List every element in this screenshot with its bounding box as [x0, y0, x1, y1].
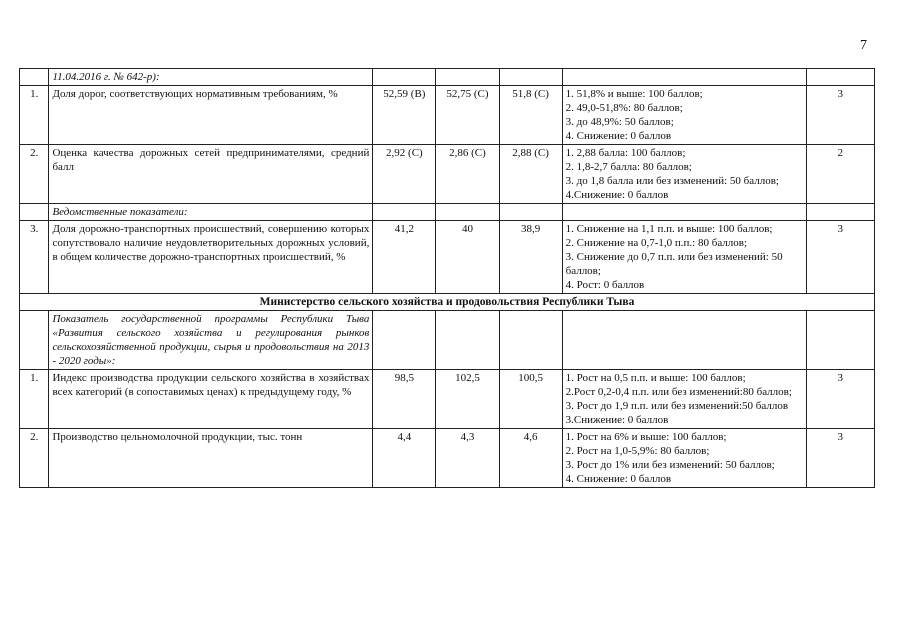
criteria-line: 3. Снижение до 0,7 п.п. или без изменений: 50 баллов;: [565, 251, 783, 277]
indicator-name: Индекс производства продукции сельского хозяйства в хозяйствах всех категорий (в сопоставимых ценах) к предыдущему году, %: [49, 370, 373, 429]
score-cell: [806, 69, 874, 86]
value-2017: 100,5: [499, 370, 562, 429]
score-value: 3: [806, 370, 874, 429]
criteria-line: 1. 51,8% и выше: 100 баллов;: [565, 88, 703, 100]
criteria-line: 1. Рост на 6% и выше: 100 баллов;: [565, 431, 727, 443]
indicator-name: Оценка качества дорожных сетей предпринимателями, средний балл: [49, 145, 373, 204]
value-cell: [373, 69, 436, 86]
criteria-line: 4. Рост: 0 баллов: [565, 279, 645, 291]
criteria-cell: [562, 86, 806, 145]
criteria-line: 1. 2,88 балла: 100 баллов;: [565, 147, 686, 159]
table-row: [20, 145, 875, 204]
value-cell: [436, 69, 499, 86]
score-cell: [806, 311, 874, 370]
value-cell: [373, 204, 436, 221]
section-header-row: [20, 204, 875, 221]
value-2015: 41,2: [373, 221, 436, 294]
value-cell: [499, 204, 562, 221]
criteria-cell: [562, 370, 806, 429]
criteria-line: 2. Рост на 1,0-5,9%: 80 баллов;: [565, 445, 710, 457]
indicator-name: Производство цельномолочной продукции, тыс. тонн: [49, 429, 373, 488]
value-cell: [499, 69, 562, 86]
indicators-table: [19, 68, 875, 488]
section-header-text: 11.04.2016 г. № 642-р):: [49, 69, 373, 86]
table-row: [20, 370, 875, 429]
value-2015: 98,5: [373, 370, 436, 429]
criteria-cell: [562, 221, 806, 294]
value-cell: [373, 311, 436, 370]
ministry-row: [20, 294, 875, 311]
ministry-title: Министерство сельского хозяйства и продовольствия Республики Тыва: [20, 294, 875, 311]
row-number: 2.: [20, 429, 49, 488]
criteria-line: 2.Рост 0,2-0,4 п.п. или без изменений:80 баллов;: [565, 386, 792, 398]
row-number: 2.: [20, 145, 49, 204]
value-2017: 38,9: [499, 221, 562, 294]
criteria-line: 3. Рост до 1,9 п.п. или без изменений:50 баллов: [565, 400, 789, 412]
score-value: 3: [806, 221, 874, 294]
value-2015: 4,4: [373, 429, 436, 488]
criteria-line: 4. Снижение: 0 баллов: [565, 130, 672, 142]
value-2017: 4,6: [499, 429, 562, 488]
criteria-line: 3. Рост до 1% или без изменений: 50 баллов;: [565, 459, 775, 471]
indicators-table-body: [20, 69, 875, 488]
score-value: 2: [806, 145, 874, 204]
value-2016: 52,75 (С): [436, 86, 499, 145]
value-2016: 40: [436, 221, 499, 294]
criteria-cell: [562, 429, 806, 488]
section-header-row: [20, 69, 875, 86]
value-2017: 51,8 (С): [499, 86, 562, 145]
criteria-line: 3. до 48,9%: 50 баллов;: [565, 116, 674, 128]
row-number-cell: [20, 204, 49, 221]
criteria-cell: [562, 145, 806, 204]
value-2015: 2,92 (С): [373, 145, 436, 204]
row-number: 1.: [20, 370, 49, 429]
section-header-text: Ведомственные показатели:: [49, 204, 373, 221]
score-value: 3: [806, 429, 874, 488]
table-row: [20, 86, 875, 145]
page-number: 7: [860, 38, 867, 53]
row-number: 3.: [20, 221, 49, 294]
criteria-line: 2. Снижение на 0,7-1,0 п.п.: 80 баллов;: [565, 237, 748, 249]
criteria-cell: [562, 204, 806, 221]
criteria-line: 1. Рост на 0,5 п.п. и выше: 100 баллов;: [565, 372, 746, 384]
value-2015: 52,59 (В): [373, 86, 436, 145]
value-2017: 2,88 (С): [499, 145, 562, 204]
criteria-line: 3.Снижение: 0 баллов: [565, 414, 669, 426]
criteria-cell: [562, 311, 806, 370]
value-cell: [499, 311, 562, 370]
score-value: 3: [806, 86, 874, 145]
value-2016: 102,5: [436, 370, 499, 429]
criteria-line: 3. до 1,8 балла или без изменений: 50 баллов;: [565, 175, 779, 187]
section-header-row: [20, 311, 875, 370]
row-number-cell: [20, 311, 49, 370]
indicator-name: Доля дорожно-транспортных происшествий, совершению которых сопутствовало наличие неудовлетворительных дорожных условий, в общем количестве дорожно-транспортных происшествий, %: [49, 221, 373, 294]
indicator-name: Доля дорог, соответствующих нормативным требованиям, %: [49, 86, 373, 145]
row-number-cell: [20, 69, 49, 86]
score-cell: [806, 204, 874, 221]
value-2016: 4,3: [436, 429, 499, 488]
criteria-line: 4. Снижение: 0 баллов: [565, 473, 672, 485]
row-number: 1.: [20, 86, 49, 145]
criteria-line: 1. Снижение на 1,1 п.п. и выше: 100 баллов;: [565, 223, 773, 235]
value-cell: [436, 311, 499, 370]
value-cell: [436, 204, 499, 221]
criteria-cell: [562, 69, 806, 86]
table-row: [20, 429, 875, 488]
table-row: [20, 221, 875, 294]
criteria-line: 4.Снижение: 0 баллов: [565, 189, 669, 201]
section-header-text: Показатель государственной программы Республики Тыва «Развития сельского хозяйства и регулирования рынков сельскохозяйственной продукции, сырья и продовольствия на 2013 - 2020 годы»:: [49, 311, 373, 370]
value-2016: 2,86 (С): [436, 145, 499, 204]
criteria-line: 2. 1,8-2,7 балла: 80 баллов;: [565, 161, 692, 173]
criteria-line: 2. 49,0-51,8%: 80 баллов;: [565, 102, 683, 114]
